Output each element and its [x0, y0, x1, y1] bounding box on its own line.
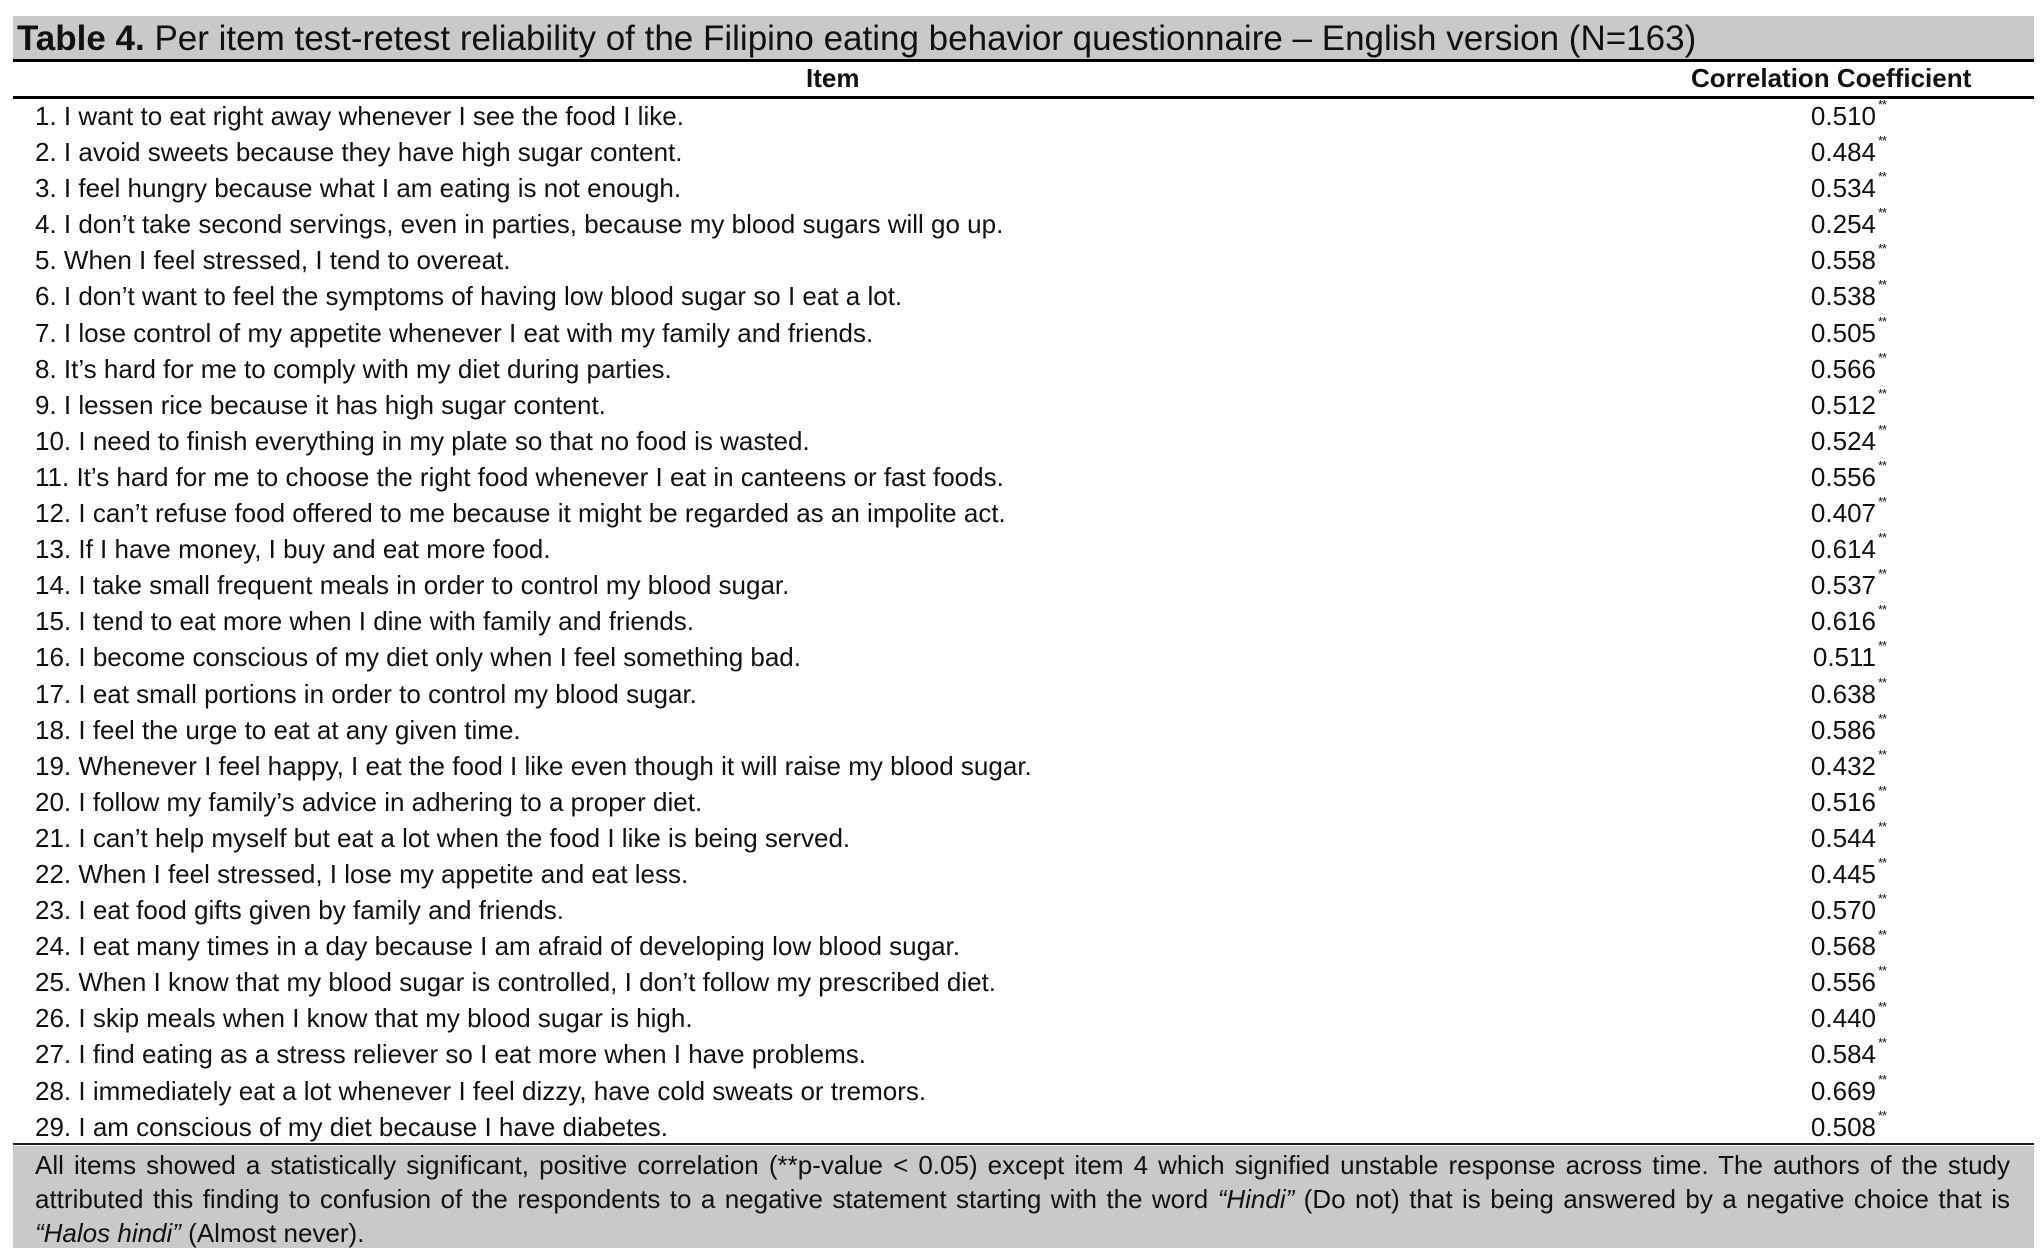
- table-row: [13, 242, 2034, 278]
- significance-marker: **: [1878, 313, 1887, 329]
- table-row: [13, 1073, 2034, 1109]
- item-text: 2. I avoid sweets because they have high sugar content.: [35, 137, 683, 168]
- coefficient-value: 0.505: [1810, 317, 1876, 348]
- significance-marker: **: [1878, 1107, 1887, 1123]
- significance-marker: **: [1878, 602, 1887, 618]
- item-text: 14. I take small frequent meals in order to control my blood sugar.: [35, 570, 790, 601]
- coefficient-value: 0.556: [1810, 967, 1876, 998]
- footnote-text: (Do not) that is being answered by a negative choice that is: [1294, 1184, 2010, 1214]
- coefficient-value: 0.440: [1810, 1003, 1876, 1034]
- significance-marker: **: [1878, 782, 1887, 798]
- item-text: 28. I immediately eat a lot whenever I feel dizzy, have cold sweats or tremors.: [35, 1075, 927, 1106]
- table-row: [13, 928, 2034, 964]
- item-text: 9. I lessen rice because it has high sugar content.: [35, 389, 606, 420]
- significance-marker: **: [1878, 457, 1887, 473]
- item-text: 26. I skip meals when I know that my blood sugar is high.: [35, 1003, 693, 1034]
- table-row: [13, 495, 2034, 531]
- table-body: [13, 98, 2034, 1145]
- significance-marker: **: [1878, 421, 1887, 437]
- table-row: [13, 531, 2034, 567]
- coefficient-value: 0.616: [1810, 606, 1876, 637]
- column-header-coefficient: Correlation Coefficient: [1691, 63, 1972, 93]
- item-text: 4. I don’t take second servings, even in parties, because my blood sugars will go up.: [35, 209, 1004, 240]
- significance-marker: **: [1878, 133, 1887, 149]
- item-text: 13. If I have money, I buy and eat more food.: [35, 534, 551, 565]
- item-text: 11. It’s hard for me to choose the right food whenever I eat in canteens or fast foods.: [35, 461, 1004, 492]
- significance-marker: **: [1878, 277, 1887, 293]
- significance-marker: **: [1878, 169, 1887, 185]
- table-label: Table 4.: [17, 19, 145, 58]
- significance-marker: **: [1878, 97, 1887, 112]
- item-text: 1. I want to eat right away whenever I see the food I like.: [35, 101, 684, 131]
- coefficient-value: 0.534: [1810, 173, 1876, 204]
- table-footnote: [13, 1146, 2034, 1248]
- item-text: 5. When I feel stressed, I tend to overeat.: [35, 245, 511, 276]
- coefficient-value: 0.570: [1810, 895, 1876, 926]
- table-row: [13, 892, 2034, 928]
- footnote-text: All items showed a statistically significant, positive correlation (**p-value < 0.05) except item 4 which signified unstable response across time. The authors of the study attributed this finding to confusion of the respondents to a negative statement starting with the word: [35, 1150, 2010, 1214]
- coefficient-value: 0.407: [1810, 498, 1876, 529]
- table-row: [13, 387, 2034, 423]
- table-row: [13, 351, 2034, 387]
- table-row: [13, 459, 2034, 495]
- coefficient-value: 0.254: [1810, 209, 1876, 240]
- coefficient-value: 0.512: [1810, 389, 1876, 420]
- table-row: [13, 603, 2034, 639]
- item-text: 7. I lose control of my appetite whenever I eat with my family and friends.: [35, 317, 874, 348]
- table-row: [13, 98, 2034, 134]
- significance-marker: **: [1878, 494, 1887, 510]
- significance-marker: **: [1878, 854, 1887, 870]
- item-text: 22. When I feel stressed, I lose my appetite and eat less.: [35, 858, 689, 889]
- column-header-item: Item: [806, 63, 860, 93]
- table-row: [13, 170, 2034, 206]
- table-row: [13, 567, 2034, 603]
- item-text: 21. I can’t help myself but eat a lot when the food I like is being served.: [35, 822, 851, 853]
- table-title: [13, 16, 2034, 60]
- table-row: [13, 639, 2034, 675]
- coefficient-value: 0.669: [1810, 1075, 1876, 1106]
- item-text: 15. I tend to eat more when I dine with family and friends.: [35, 606, 695, 637]
- coefficient-value: 0.614: [1810, 534, 1876, 565]
- item-text: 10. I need to finish everything in my plate so that no food is wasted.: [35, 425, 810, 456]
- table-row: [13, 856, 2034, 892]
- item-text: 6. I don’t want to feel the symptoms of having low blood sugar so I eat a lot.: [35, 281, 903, 312]
- table-caption: Per item test-retest reliability of the Filipino eating behavior questionnaire – English version (N=163): [144, 19, 1697, 58]
- significance-marker: **: [1878, 674, 1887, 690]
- coefficient-value: 0.558: [1810, 245, 1876, 276]
- item-text: 18. I feel the urge to eat at any given time.: [35, 714, 521, 745]
- item-text: 3. I feel hungry because what I am eating is not enough.: [35, 173, 682, 204]
- item-text: 19. Whenever I feel happy, I eat the food I like even though it will raise my blood sugar.: [35, 750, 1032, 781]
- significance-marker: **: [1878, 1035, 1887, 1051]
- significance-marker: **: [1878, 891, 1887, 907]
- table-row: [13, 1109, 2034, 1145]
- table-row: [13, 1036, 2034, 1072]
- item-text: 17. I eat small portions in order to control my blood sugar.: [35, 678, 697, 709]
- coefficient-value: 0.556: [1810, 461, 1876, 492]
- coefficient-value: 0.510: [1810, 101, 1876, 131]
- coefficient-value: 0.538: [1810, 281, 1876, 312]
- coefficient-value: 0.537: [1810, 570, 1876, 601]
- table-row: [13, 820, 2034, 856]
- item-text: 8. It’s hard for me to comply with my diet during parties.: [35, 353, 672, 384]
- item-text: 23. I eat food gifts given by family and friends.: [35, 895, 564, 926]
- significance-marker: **: [1878, 818, 1887, 834]
- table-row: [13, 423, 2034, 459]
- coefficient-value: 0.524: [1810, 425, 1876, 456]
- coefficient-value: 0.484: [1810, 137, 1876, 168]
- item-text: 29. I am conscious of my diet because I have diabetes.: [35, 1111, 669, 1142]
- significance-marker: **: [1878, 710, 1887, 726]
- table-row: [13, 964, 2034, 1000]
- coefficient-value: 0.638: [1810, 678, 1876, 709]
- significance-marker: **: [1878, 638, 1887, 654]
- significance-marker: **: [1878, 963, 1887, 979]
- table-row: [13, 134, 2034, 170]
- coefficient-value: 0.544: [1810, 822, 1876, 853]
- item-text: 20. I follow my family’s advice in adhering to a proper diet.: [35, 786, 703, 817]
- coefficient-value: 0.586: [1810, 714, 1876, 745]
- significance-marker: **: [1878, 999, 1887, 1015]
- footnote-term: “Halos hindi”: [35, 1218, 181, 1248]
- coefficient-value: 0.568: [1810, 931, 1876, 962]
- item-text: 12. I can’t refuse food offered to me because it might be regarded as an impolite act.: [35, 498, 1006, 529]
- significance-marker: **: [1878, 1071, 1887, 1087]
- coefficient-value: 0.432: [1810, 750, 1876, 781]
- footnote-term: “Hindi”: [1217, 1184, 1295, 1214]
- coefficient-value: 0.566: [1810, 353, 1876, 384]
- coefficient-value: 0.511: [1812, 642, 1876, 673]
- coefficient-value: 0.516: [1810, 786, 1876, 817]
- divider: [13, 1143, 2034, 1145]
- significance-marker: **: [1878, 241, 1887, 257]
- table-row: [13, 1000, 2034, 1036]
- significance-marker: **: [1878, 349, 1887, 365]
- significance-marker: **: [1878, 385, 1887, 401]
- significance-marker: **: [1878, 746, 1887, 762]
- table-row: [13, 206, 2034, 242]
- table-row: [13, 748, 2034, 784]
- significance-marker: **: [1878, 205, 1887, 221]
- coefficient-value: 0.508: [1810, 1111, 1876, 1142]
- item-text: 16. I become conscious of my diet only when I feel something bad.: [35, 642, 801, 673]
- table-row: [13, 784, 2034, 820]
- item-text: 24. I eat many times in a day because I am afraid of developing low blood sugar.: [35, 931, 960, 962]
- coefficient-value: 0.584: [1810, 1039, 1876, 1070]
- coefficient-value: 0.445: [1810, 858, 1876, 889]
- table-row: [13, 315, 2034, 351]
- table-row: [13, 676, 2034, 712]
- significance-marker: **: [1878, 530, 1887, 546]
- significance-marker: **: [1878, 566, 1887, 582]
- significance-marker: **: [1878, 927, 1887, 943]
- table-row: [13, 712, 2034, 748]
- item-text: 25. When I know that my blood sugar is controlled, I don’t follow my prescribed diet.: [35, 967, 997, 998]
- item-text: 27. I find eating as a stress reliever so I eat more when I have problems.: [35, 1039, 866, 1070]
- table-row: [13, 278, 2034, 314]
- footnote-text: (Almost never).: [180, 1218, 365, 1248]
